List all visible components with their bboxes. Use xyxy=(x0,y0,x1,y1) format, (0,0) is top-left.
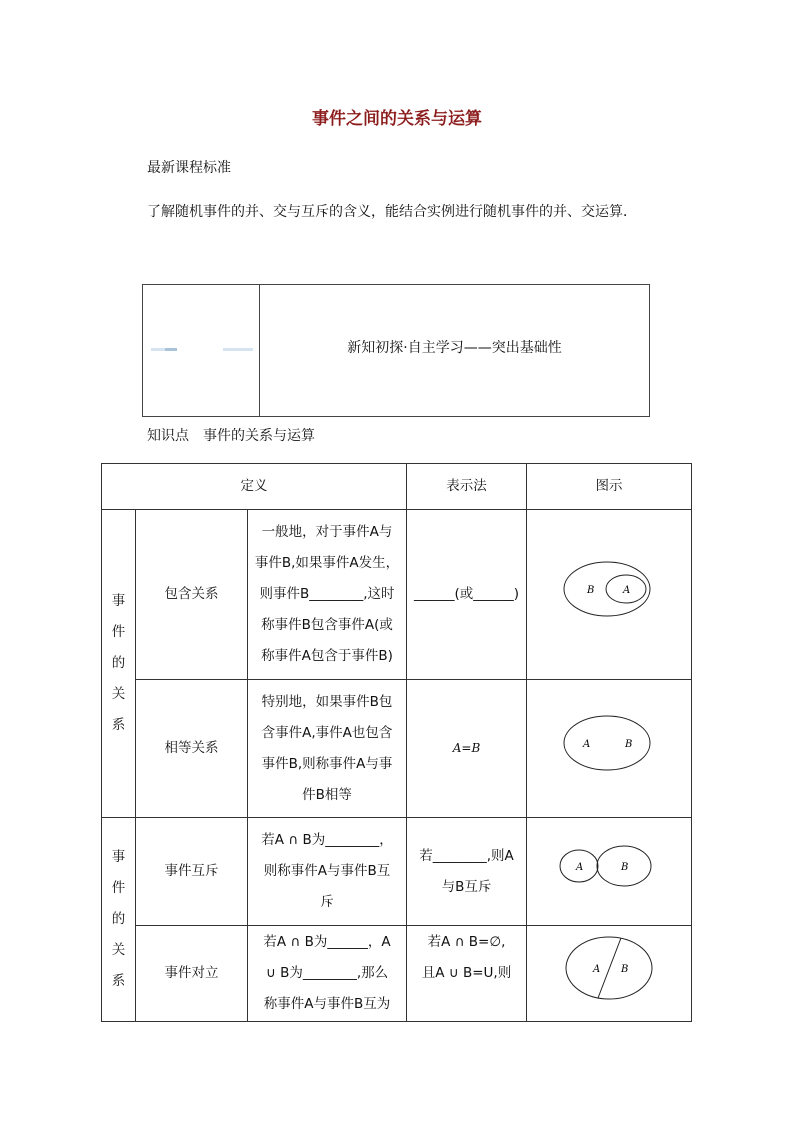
row-diagram xyxy=(527,680,692,818)
table-row xyxy=(102,926,692,1022)
row-definition: 若A ∩ B为________， 则称事件A与事件B互 斥 xyxy=(248,818,407,926)
row-name: 相等关系 xyxy=(136,680,248,818)
header-notation: 表示法 xyxy=(407,464,527,510)
knowledge-heading: 知识点 事件的关系与运算 xyxy=(147,428,315,444)
relations-table xyxy=(101,463,692,1022)
row-diagram xyxy=(527,510,692,680)
table-row xyxy=(102,818,692,926)
diagram-label: B xyxy=(621,963,629,975)
row-definition: 一般地，对于事件A与 事件B,如果事件A发生， 则事件B________,这时 称事件B包含事件A(或 称事件A包含于事件B) xyxy=(248,510,407,680)
page-title: 事件之间的关系与运算 xyxy=(312,109,482,129)
complement-venn-diagram xyxy=(559,934,659,1002)
table-row xyxy=(102,510,692,680)
equal-venn-diagram xyxy=(559,712,659,774)
row-name: 包含关系 xyxy=(136,510,248,680)
banner-text: 新知初探·自主学习——突出基础性 xyxy=(347,340,562,356)
diagram-label: B xyxy=(621,861,629,873)
table-header-row xyxy=(102,464,692,510)
row-definition: 特别地，如果事件B包 含事件A,事件A也包含 事件B,则称事件A与事 件B相等 xyxy=(248,680,407,818)
row-notation: ______(或______) xyxy=(407,510,527,680)
diagram-label: A xyxy=(583,738,591,750)
diagram-label: A xyxy=(576,861,584,873)
banner-decoration xyxy=(223,348,253,351)
row-notation: A=B xyxy=(407,680,527,818)
banner-decoration xyxy=(165,348,177,351)
group-label-operations: 事 件 的 关 系 xyxy=(102,818,136,1022)
section-banner xyxy=(142,284,650,417)
row-name: 事件互斥 xyxy=(136,818,248,926)
diagram-label: A xyxy=(623,584,631,596)
row-diagram xyxy=(527,926,692,1022)
standard-heading: 最新课程标准 xyxy=(147,160,231,176)
table-row xyxy=(102,680,692,818)
row-name: 事件对立 xyxy=(136,926,248,1022)
row-diagram xyxy=(527,818,692,926)
subset-venn-diagram xyxy=(559,558,659,620)
row-notation: 若A ∩ B=∅, 且A ∪ B=U,则 xyxy=(407,926,527,1022)
banner-left-cell xyxy=(143,285,260,416)
diagram-label: A xyxy=(593,963,601,975)
header-diagram: 图示 xyxy=(527,464,692,510)
row-definition: 若A ∩ B为______，A ∪ B为________,那么 称事件A与事件B互为 xyxy=(248,926,407,1022)
standard-text: 了解随机事件的并、交与互斥的含义，能结合实例进行随机事件的并、交运算． xyxy=(147,204,637,220)
row-notation: 若________,则A 与B互斥 xyxy=(407,818,527,926)
group-label-relations: 事 件 的 关 系 xyxy=(102,510,136,818)
exclusive-venn-diagram xyxy=(559,842,659,890)
diagram-label: B xyxy=(587,584,595,596)
header-definition: 定义 xyxy=(102,464,407,510)
diagram-label: B xyxy=(625,738,633,750)
